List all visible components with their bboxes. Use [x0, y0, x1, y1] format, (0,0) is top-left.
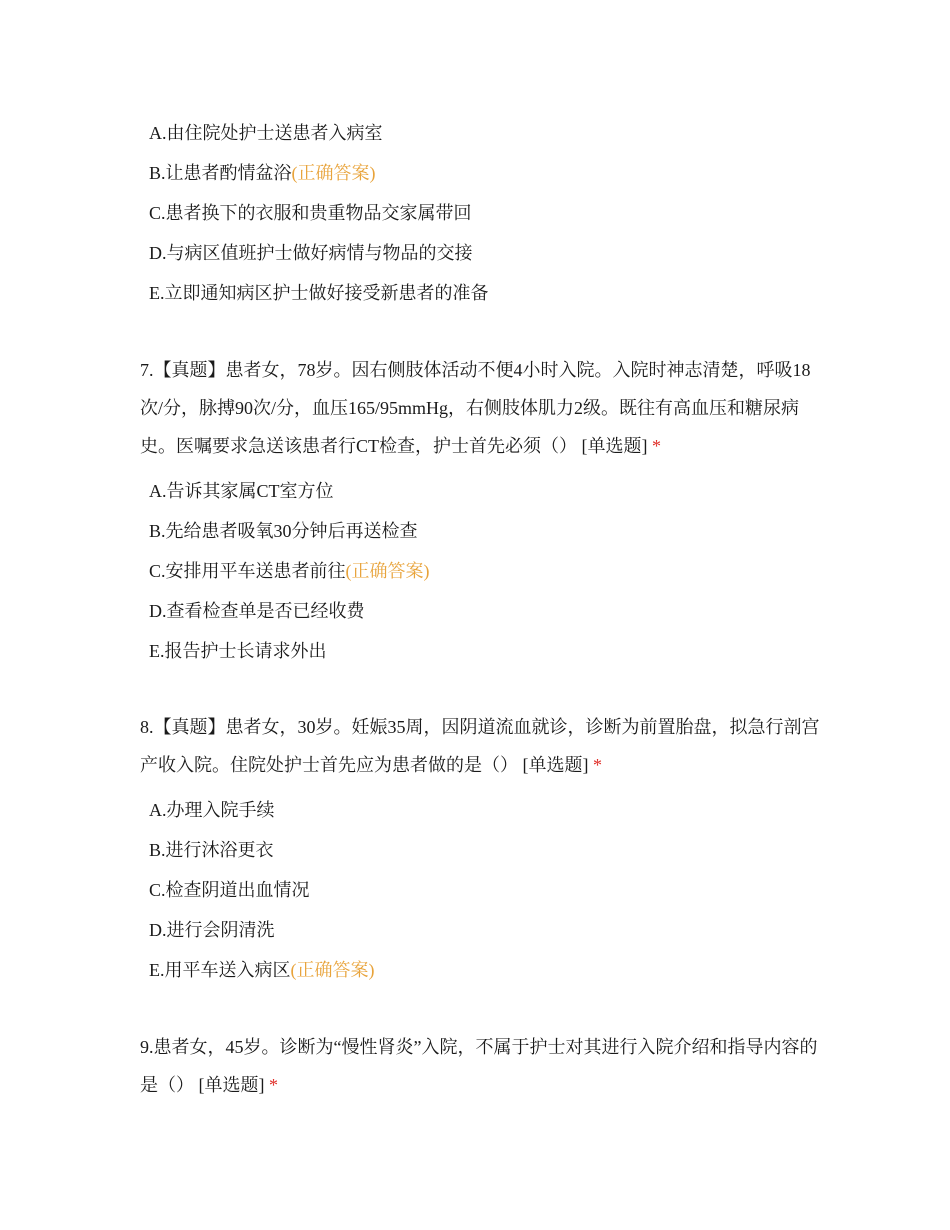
option-text: E.立即通知病区护士做好接受新患者的准备 [149, 283, 489, 303]
option-text: D.进行会阴清洗 [149, 920, 275, 940]
option-text: E.报告护士长请求外出 [149, 641, 327, 661]
question-8-stem [140, 708, 820, 784]
option-e [149, 950, 849, 990]
option-c [149, 870, 849, 910]
question-6-options [149, 113, 849, 313]
option-text: C.安排用平车送患者前往 [149, 561, 346, 581]
option-b [149, 511, 849, 551]
required-marker: * [269, 1075, 278, 1095]
option-a [149, 471, 849, 511]
option-text: D.查看检查单是否已经收费 [149, 601, 365, 621]
question-text: 7.【真题】患者女，78岁。因右侧肢体活动不便4小时入院。入院时神志清楚，呼吸18次/分，脉搏90次/分，血压165/95mmHg，右侧肢体肌力2级。既往有高血压和糖尿病史。医嘱要求急送该患者行CT检查，护士首先必须（） [单选题] [140, 360, 811, 456]
option-text: A.由住院处护士送患者入病室 [149, 123, 383, 143]
question-7-stem [140, 351, 820, 465]
question-text: 8.【真题】患者女，30岁。妊娠35周，因阴道流血就诊，诊断为前置胎盘，拟急行剖宫产收入院。住院处护士首先应为患者做的是（） [单选题] [140, 717, 820, 775]
option-text: C.患者换下的衣服和贵重物品交家属带回 [149, 203, 472, 223]
correct-answer-tag: (正确答案) [345, 561, 430, 581]
option-c [149, 193, 849, 233]
question-9-stem [140, 1028, 820, 1104]
option-a [149, 790, 849, 830]
question-7-options [149, 471, 849, 671]
option-d [149, 910, 849, 950]
option-d [149, 591, 849, 631]
option-text: D.与病区值班护士做好病情与物品的交接 [149, 243, 473, 263]
option-text: B.先给患者吸氧30分钟后再送检查 [149, 521, 418, 541]
option-c [149, 551, 849, 591]
option-e [149, 273, 849, 313]
option-e [149, 631, 849, 671]
option-text: A.办理入院手续 [149, 800, 275, 820]
option-text: C.检查阴道出血情况 [149, 880, 310, 900]
question-text: 9.患者女，45岁。诊断为“慢性肾炎”入院，不属于护士对其进行入院介绍和指导内容的是（） [单选题] [140, 1037, 818, 1095]
option-text: B.进行沐浴更衣 [149, 840, 274, 860]
required-marker: * [652, 436, 661, 456]
option-text: B.让患者酌情盆浴 [149, 163, 292, 183]
correct-answer-tag: (正确答案) [290, 960, 375, 980]
option-d [149, 233, 849, 273]
correct-answer-tag: (正确答案) [291, 163, 376, 183]
option-text: A.告诉其家属CT室方位 [149, 481, 334, 501]
option-text: E.用平车送入病区 [149, 960, 291, 980]
option-b [149, 830, 849, 870]
required-marker: * [593, 755, 602, 775]
option-a [149, 113, 849, 153]
question-8-options [149, 790, 849, 990]
option-b [149, 153, 849, 193]
